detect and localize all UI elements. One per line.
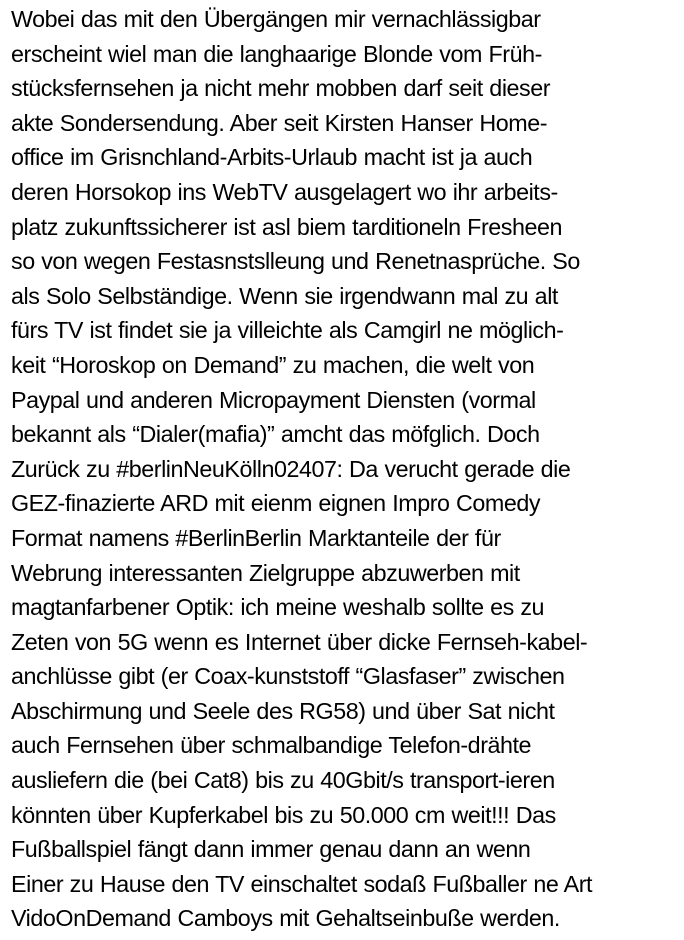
text-line: deren Horsokop ins WebTV ausgelagert wo ihr arbeits- (11, 178, 558, 205)
text-line: magtanfarbener Optik: ich meine weshalb sollte es zu (11, 594, 545, 621)
text-line: erscheint wiel man die langhaarige Blonde vom Früh- (11, 40, 542, 67)
text-line: Abschirmung und Seele des RG58) und über Sat nicht (11, 697, 555, 724)
text-line: bekannt als “Dialer(mafia)” amcht das möfglich. Doch (11, 421, 540, 448)
text-line: Wobei das mit den Übergängen mir vernachlässigbar (11, 6, 541, 32)
text-line: fürs TV ist findet sie ja villeichte als Camgirl ne möglich- (11, 317, 564, 344)
text-line: office im Grisnchland-Arbits-Urlaub macht ist ja auch (11, 144, 533, 171)
text-line: Format namens #BerlinBerlin Marktanteile der für (11, 524, 501, 551)
text-line: keit “Horoskop on Demand” zu machen, die welt von (11, 351, 535, 378)
text-line: Paypal und anderen Micropayment Diensten (vormal (11, 386, 536, 413)
text-line: stücksfernsehen ja nicht mehr mobben darf seit dieser (11, 75, 551, 102)
text-line: Einer zu Hause den TV einschaltet sodaß Fußballer ne Art (11, 870, 593, 897)
text-line: könnten über Kupferkabel bis zu 50.000 cm weit!!! Das (11, 801, 556, 828)
text-line: anchlüsse gibt (er Coax-kunststoff “Glasfaser” zwischen (11, 663, 565, 690)
text-line: ausliefern die (bei Cat8) bis zu 40Gbit/s transport-ieren (11, 767, 555, 794)
text-line: Fußballspiel fängt dann immer genau dann an wenn (11, 836, 531, 863)
text-line: GEZ-finazierte ARD mit eienm eignen Impro Comedy (11, 490, 541, 517)
text-line: VidoOnDemand Camboys mit Gehaltseinbuße werden. (11, 905, 560, 932)
text-line: akte Sondersendung. Aber seit Kirsten Hanser Home- (11, 109, 548, 136)
document-text (11, 2, 681, 936)
text-line: platz zukunftssicherer ist asl biem tarditioneln Fresheen (11, 213, 562, 240)
text-line: als Solo Selbständige. Wenn sie irgendwann mal zu alt (11, 282, 558, 309)
text-line: Webrung interessanten Zielgruppe abzuwerben mit (11, 559, 520, 586)
text-line: so von wegen Festasnstslleung und Renetnasprüche. So (11, 248, 580, 275)
text-line: auch Fernsehen über schmalbandige Telefon-drähte (11, 732, 532, 759)
text-line: Zeten von 5G wenn es Internet über dicke Fernseh-kabel- (11, 628, 588, 655)
text-line: Zurück zu #berlinNeuKölln02407: Da verucht gerade die (11, 455, 571, 482)
